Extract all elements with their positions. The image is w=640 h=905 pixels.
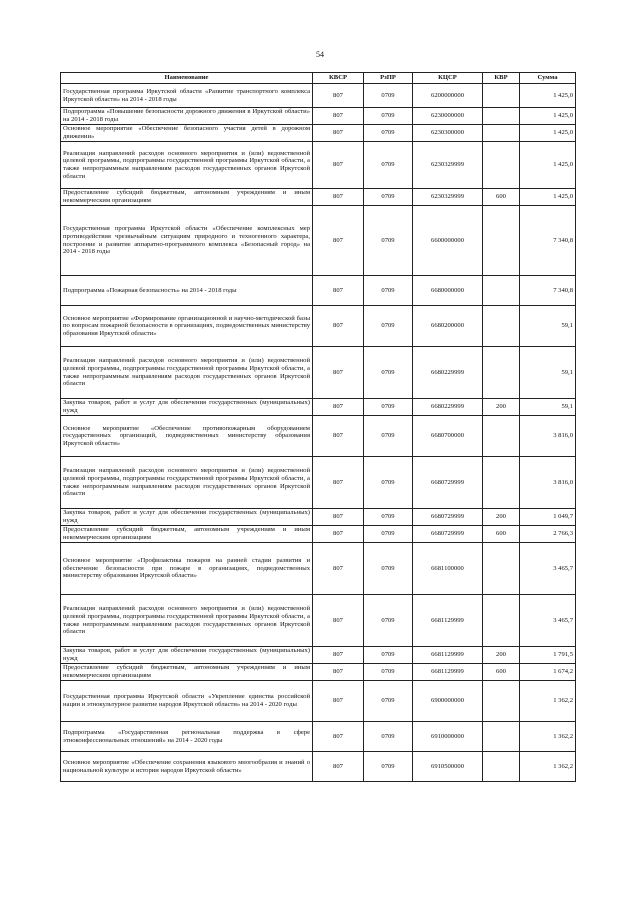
cell-name: Предоставление субсидий бюджетным, автономным учреждениям и иным некоммерческим организациям — [61, 664, 313, 681]
cell-sum: 3 816,0 — [520, 416, 576, 457]
cell-kvr — [483, 347, 520, 399]
cell-kcsr: 6680200000 — [413, 306, 483, 347]
cell-rzpr: 0709 — [364, 189, 413, 206]
table-row — [61, 306, 576, 347]
cell-kvr — [483, 595, 520, 647]
cell-rzpr: 0709 — [364, 347, 413, 399]
header-rzpr: РзПР — [364, 73, 413, 84]
cell-kvsr: 807 — [313, 722, 364, 752]
table-row — [61, 722, 576, 752]
cell-kvr — [483, 416, 520, 457]
cell-sum: 3 465,7 — [520, 595, 576, 647]
cell-name: Закупка товаров, работ и услуг для обеспечения государственных (муниципальных) нужд — [61, 399, 313, 416]
cell-kvsr: 807 — [313, 108, 364, 125]
cell-kcsr: 6680229999 — [413, 399, 483, 416]
cell-sum: 3 465,7 — [520, 543, 576, 595]
cell-rzpr: 0709 — [364, 526, 413, 543]
cell-kvr: 200 — [483, 647, 520, 664]
table-row — [61, 84, 576, 108]
cell-kcsr: 6681129999 — [413, 595, 483, 647]
header-kcsr: КЦСР — [413, 73, 483, 84]
cell-kcsr: 6681100000 — [413, 543, 483, 595]
cell-sum: 1 425,0 — [520, 84, 576, 108]
cell-kcsr: 6910500000 — [413, 752, 483, 782]
cell-kcsr: 6680229999 — [413, 347, 483, 399]
cell-sum: 1 425,0 — [520, 142, 576, 189]
header-row — [61, 73, 576, 84]
cell-name: Основное мероприятие «Обеспечение сохранения языкового многообразия и знаний о национальной культуре и истории народов Иркутской области» — [61, 752, 313, 782]
table-row — [61, 752, 576, 782]
cell-rzpr: 0709 — [364, 108, 413, 125]
cell-sum: 7 340,8 — [520, 276, 576, 306]
header-name: Наименование — [61, 73, 313, 84]
cell-kcsr: 6910000000 — [413, 722, 483, 752]
table-row — [61, 189, 576, 206]
table-row — [61, 347, 576, 399]
cell-kvsr: 807 — [313, 125, 364, 142]
cell-kvr — [483, 125, 520, 142]
table-row — [61, 108, 576, 125]
cell-kcsr: 6230329999 — [413, 189, 483, 206]
cell-rzpr: 0709 — [364, 595, 413, 647]
cell-kcsr: 6680729999 — [413, 509, 483, 526]
cell-sum: 59,1 — [520, 347, 576, 399]
cell-rzpr: 0709 — [364, 125, 413, 142]
cell-name: Подпрограмма «Пожарная безопасность» на 2014 - 2018 годы — [61, 276, 313, 306]
cell-kcsr: 6680700000 — [413, 416, 483, 457]
table-row — [61, 142, 576, 189]
cell-name: Государственная программа Иркутской области «Обеспечение комплексных мер противодействия чрезвычайным ситуациям природного и техногенного характера, построение и развитие аппаратно-программного комплекса «Безопасный город» на 2014 - 2018 годы — [61, 206, 313, 276]
cell-name: Предоставление субсидий бюджетным, автономным учреждениям и иным некоммерческим организациям — [61, 526, 313, 543]
cell-sum: 1 674,2 — [520, 664, 576, 681]
cell-kvsr: 807 — [313, 276, 364, 306]
cell-kvsr: 807 — [313, 509, 364, 526]
table-row — [61, 125, 576, 142]
cell-rzpr: 0709 — [364, 509, 413, 526]
cell-kvsr: 807 — [313, 416, 364, 457]
cell-name: Реализация направлений расходов основного мероприятия и (или) ведомственной целевой программы, подпрограммы государственной программы Иркутской области, а также непрограммным направлениям расходов государственных органов Иркутской области — [61, 595, 313, 647]
cell-rzpr: 0709 — [364, 306, 413, 347]
cell-kvr: 200 — [483, 399, 520, 416]
cell-kvsr: 807 — [313, 347, 364, 399]
table-row — [61, 681, 576, 722]
cell-sum: 1 425,0 — [520, 125, 576, 142]
cell-sum: 59,1 — [520, 399, 576, 416]
cell-sum: 1 425,0 — [520, 189, 576, 206]
cell-kvr: 200 — [483, 509, 520, 526]
cell-kcsr: 6900000000 — [413, 681, 483, 722]
header-kvsr: КВСР — [313, 73, 364, 84]
table-row — [61, 664, 576, 681]
cell-rzpr: 0709 — [364, 416, 413, 457]
table-row — [61, 543, 576, 595]
cell-sum: 7 340,8 — [520, 206, 576, 276]
cell-kvsr: 807 — [313, 752, 364, 782]
cell-name: Предоставление субсидий бюджетным, автономным учреждениям и иным некоммерческим организациям — [61, 189, 313, 206]
cell-kcsr: 6681129999 — [413, 647, 483, 664]
cell-sum: 1 362,2 — [520, 681, 576, 722]
cell-sum: 59,1 — [520, 306, 576, 347]
cell-sum: 1 362,2 — [520, 722, 576, 752]
cell-name: Основное мероприятие «Формирование организационной и научно-методической базы по вопросам пожарной безопасности в организациях, подведомственных министерству образования Иркутской области» — [61, 306, 313, 347]
cell-rzpr: 0709 — [364, 681, 413, 722]
cell-name: Закупка товаров, работ и услуг для обеспечения государственных (муниципальных) нужд — [61, 647, 313, 664]
header-kvr: КВР — [483, 73, 520, 84]
budget-table — [60, 72, 576, 782]
cell-rzpr: 0709 — [364, 752, 413, 782]
table-row — [61, 595, 576, 647]
cell-rzpr: 0709 — [364, 647, 413, 664]
table-row — [61, 416, 576, 457]
cell-kvr — [483, 206, 520, 276]
table-row — [61, 509, 576, 526]
cell-kcsr: 6230300000 — [413, 125, 483, 142]
table-row — [61, 647, 576, 664]
cell-rzpr: 0709 — [364, 457, 413, 509]
cell-name: Реализация направлений расходов основного мероприятия и (или) ведомственной целевой программы, подпрограммы государственной программы Иркутской области, а также непрограммным направлениям расходов государственных органов Иркутской области — [61, 347, 313, 399]
cell-kvr — [483, 752, 520, 782]
cell-kvr — [483, 142, 520, 189]
cell-kvsr: 807 — [313, 399, 364, 416]
cell-kcsr: 6681129999 — [413, 664, 483, 681]
cell-kvr — [483, 84, 520, 108]
cell-kvsr: 807 — [313, 681, 364, 722]
cell-kvsr: 807 — [313, 543, 364, 595]
cell-kvsr: 807 — [313, 206, 364, 276]
cell-kvr: 600 — [483, 189, 520, 206]
cell-kvsr: 807 — [313, 84, 364, 108]
cell-name: Государственная программа Иркутской области «Укрепление единства российской нации и этнокультурное развитие народов Иркутской области» на 2014 - 2020 годы — [61, 681, 313, 722]
cell-rzpr: 0709 — [364, 142, 413, 189]
table-row — [61, 206, 576, 276]
cell-kcsr: 6680000000 — [413, 276, 483, 306]
cell-name: Подпрограмма «Государственная региональная поддержка в сфере этноконфессиональных отношений» на 2014 - 2020 годы — [61, 722, 313, 752]
cell-name: Подпрограмма «Повышение безопасности дорожного движения в Иркутской области» на 2014 - 2018 годы — [61, 108, 313, 125]
cell-kvsr: 807 — [313, 457, 364, 509]
cell-name: Реализация направлений расходов основного мероприятия и (или) ведомственной целевой программы, подпрограммы государственной программы Иркутской области, а также непрограммным направлениям расходов государственных органов Иркутской области — [61, 457, 313, 509]
cell-name: Государственная программа Иркутской области «Развитие транспортного комплекса Иркутской области» на 2014 - 2018 годы — [61, 84, 313, 108]
cell-kvr — [483, 681, 520, 722]
cell-kvr — [483, 543, 520, 595]
cell-name: Реализация направлений расходов основного мероприятия и (или) ведомственной целевой программы, подпрограммы государственной программы Иркутской области, а также непрограммным направлениям расходов государственных органов Иркутской области — [61, 142, 313, 189]
cell-rzpr: 0709 — [364, 722, 413, 752]
cell-kcsr: 6600000000 — [413, 206, 483, 276]
cell-kvsr: 807 — [313, 664, 364, 681]
cell-name: Основное мероприятие «Обеспечение безопасного участия детей в дорожном движении» — [61, 125, 313, 142]
header-sum: Сумма — [520, 73, 576, 84]
cell-kvsr: 807 — [313, 142, 364, 189]
cell-name: Основное мероприятие «Обеспечение противопожарным оборудованием государственных организаций, подведомственных министерству образования Иркутской области» — [61, 416, 313, 457]
cell-kvr — [483, 722, 520, 752]
cell-kvsr: 807 — [313, 189, 364, 206]
cell-kvsr: 807 — [313, 306, 364, 347]
cell-kcsr: 6680729999 — [413, 457, 483, 509]
cell-sum: 1 791,5 — [520, 647, 576, 664]
cell-rzpr: 0709 — [364, 84, 413, 108]
cell-kcsr: 6230329999 — [413, 142, 483, 189]
cell-sum: 1 049,7 — [520, 509, 576, 526]
cell-rzpr: 0709 — [364, 543, 413, 595]
cell-rzpr: 0709 — [364, 206, 413, 276]
cell-kvr — [483, 457, 520, 509]
table-row — [61, 276, 576, 306]
cell-kvsr: 807 — [313, 595, 364, 647]
cell-kvr: 600 — [483, 664, 520, 681]
cell-sum: 1 425,0 — [520, 108, 576, 125]
cell-kvr — [483, 108, 520, 125]
cell-kcsr: 6680729999 — [413, 526, 483, 543]
cell-kvr — [483, 276, 520, 306]
cell-kvsr: 807 — [313, 647, 364, 664]
cell-kvsr: 807 — [313, 526, 364, 543]
cell-kcsr: 6230000000 — [413, 108, 483, 125]
table-row — [61, 457, 576, 509]
cell-sum: 3 816,0 — [520, 457, 576, 509]
cell-kvr: 600 — [483, 526, 520, 543]
cell-rzpr: 0709 — [364, 664, 413, 681]
cell-name: Основное мероприятие «Профилактика пожаров на ранней стадии развития и обеспечение безопасности при пожаре в организациях, подведомственных министерству образования Иркутской области» — [61, 543, 313, 595]
cell-rzpr: 0709 — [364, 276, 413, 306]
table-row — [61, 526, 576, 543]
cell-sum: 1 362,2 — [520, 752, 576, 782]
cell-kvr — [483, 306, 520, 347]
cell-rzpr: 0709 — [364, 399, 413, 416]
cell-sum: 2 766,3 — [520, 526, 576, 543]
cell-name: Закупка товаров, работ и услуг для обеспечения государственных (муниципальных) нужд — [61, 509, 313, 526]
page-number: 54 — [316, 50, 324, 59]
table-row — [61, 399, 576, 416]
cell-kcsr: 6200000000 — [413, 84, 483, 108]
